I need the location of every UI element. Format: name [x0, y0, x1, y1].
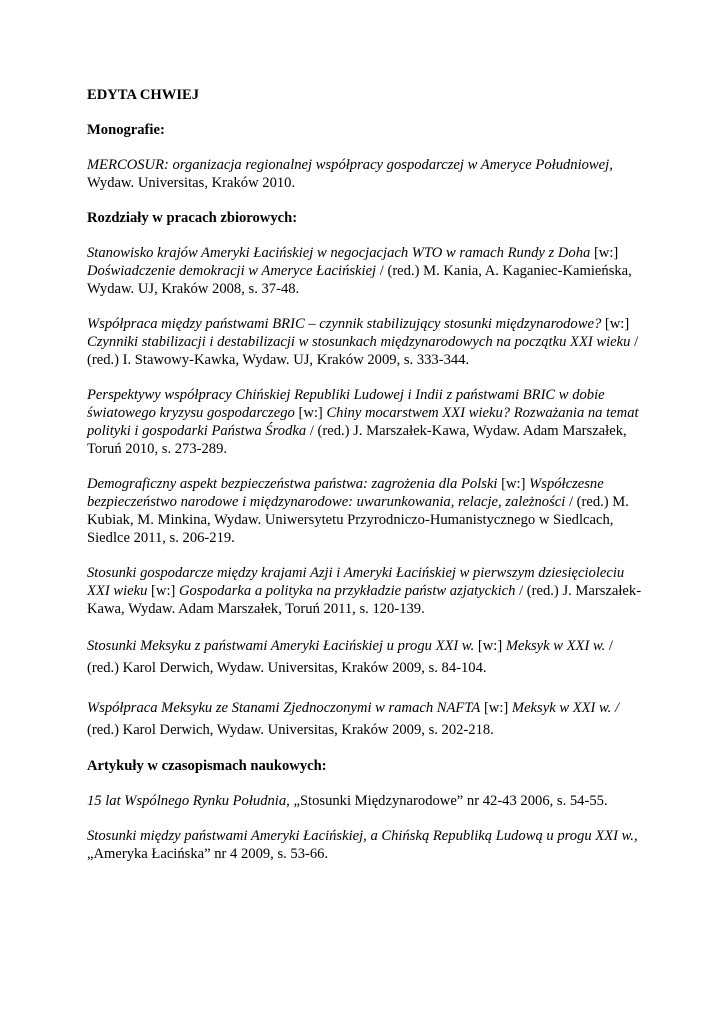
chapter-details: / (red.) I. Stawowy-Kawka, Wydaw. UJ, Kraków 2009, s. 333-344.	[87, 334, 639, 368]
article-details: „Ameryka Łacińska” nr 4 2009, s. 53-66.	[87, 846, 329, 862]
chapter-title: Współpraca Meksyku ze Stanami Zjednoczonymi w ramach NAFTA	[87, 700, 481, 716]
chapter-book-title: Meksyk w XXI w. /	[511, 700, 620, 716]
chapter-entry	[87, 564, 647, 618]
chapter-book-title: Meksyk w XXI w.	[505, 638, 606, 654]
chapter-title: Demograficzny aspekt bezpieczeństwa państwa: zagrożenia dla Polski	[87, 476, 498, 492]
chapter-details: (red.) Karol Derwich, Wydaw. Universitas, Kraków 2009, s. 202-218.	[87, 722, 494, 738]
author-name: EDYTA CHWIEJ	[87, 87, 200, 103]
chapter-entry	[87, 315, 647, 369]
chapter-entry	[87, 244, 647, 298]
chapter-title: Stosunki gospodarcze między krajami Azji i Ameryki Łacińskiej w pierwszym dziesięcioleciu XXI wieku	[87, 565, 625, 599]
monograph-entry	[87, 156, 647, 192]
chapter-book-title: Doświadczenie demokracji w Ameryce Łacińskiej	[87, 263, 377, 279]
chapter-in-marker: [w:]	[590, 245, 619, 261]
chapter-book-title: Gospodarka a polityka na przykładzie państw azjatyckich	[179, 583, 516, 599]
chapter-entry	[87, 386, 647, 458]
chapter-book-title: Współczesne bezpieczeństwo narodowe i międzynarodowe: uwarunkowania, relacje, zależności	[87, 476, 604, 510]
section-heading-monographs: Monografie:	[87, 122, 165, 138]
chapter-entry	[87, 635, 647, 679]
article-details: „Stosunki Międzynarodowe” nr 42-43 2006, s. 54-55.	[289, 793, 608, 809]
chapter-book-title: Chiny mocarstwem XXI wieku? Rozważania na temat polityki i gospodarki Państwa Środka	[87, 405, 639, 439]
chapter-in-marker: [w:]	[480, 700, 512, 716]
article-title: Stosunki między państwami Ameryki Łacińskiej, a Chińską Republiką Ludową u progu XXI w.,	[87, 828, 638, 844]
chapter-title: Stanowisko krajów Ameryki Łacińskiej w negocjacjach WTO w ramach Rundy z Doha	[87, 245, 591, 261]
chapter-in-marker: [w:]	[294, 405, 327, 421]
chapter-details: / (red.) Karol Derwich, Wydaw. Universitas, Kraków 2009, s. 84-104.	[87, 638, 613, 676]
chapter-book-title: Czynniki stabilizacji i destabilizacji w stosunkach międzynarodowych na początku XXI wieku	[87, 334, 631, 350]
chapter-in-marker: [w:]	[497, 476, 530, 492]
chapter-details: / (red.) M. Kubiak, M. Minkina, Wydaw. Uniwersytetu Przyrodniczo-Humanistycznego w Siedlcach, Siedlce 2011, s. 206-219.	[87, 494, 629, 546]
section-heading-articles: Artykuły w czasopismach naukowych:	[87, 758, 327, 774]
chapter-title: Współpraca między państwami BRIC – czynnik stabilizujący stosunki międzynarodowe?	[87, 316, 602, 332]
chapter-entry	[87, 475, 647, 547]
chapter-details: / (red.) J. Marszałek-Kawa, Wydaw. Adam Marszałek, Toruń 2011, s. 120-139.	[87, 583, 642, 617]
monograph-title: MERCOSUR: organizacja regionalnej współpracy gospodarczej w Ameryce Południowej,	[87, 157, 613, 173]
chapter-in-marker: [w:]	[474, 638, 506, 654]
chapter-entry	[87, 697, 647, 741]
article-title: 15 lat Wspólnego Rynku Południa,	[87, 793, 290, 809]
chapter-in-marker: [w:]	[147, 583, 180, 599]
monograph-details: Wydaw. Universitas, Kraków 2010.	[87, 175, 296, 191]
section-heading-chapters: Rozdziały w pracach zbiorowych:	[87, 210, 298, 226]
chapter-details: / (red.) M. Kania, A. Kaganiec-Kamieńska, Wydaw. UJ, Kraków 2008, s. 37-48.	[87, 263, 632, 297]
chapter-title: Stosunki Meksyku z państwami Ameryki Łacińskiej u progu XXI w.	[87, 638, 475, 654]
chapter-title: Perspektywy współpracy Chińskiej Republiki Ludowej i Indii z państwami BRIC w dobie światowego kryzysu gospodarczego	[87, 387, 605, 421]
article-entry	[87, 827, 647, 863]
article-entry	[87, 792, 647, 810]
document-page	[87, 86, 647, 863]
chapter-details: / (red.) J. Marszałek-Kawa, Wydaw. Adam Marszałek, Toruń 2010, s. 273-289.	[87, 423, 627, 457]
chapter-in-marker: [w:]	[601, 316, 630, 332]
